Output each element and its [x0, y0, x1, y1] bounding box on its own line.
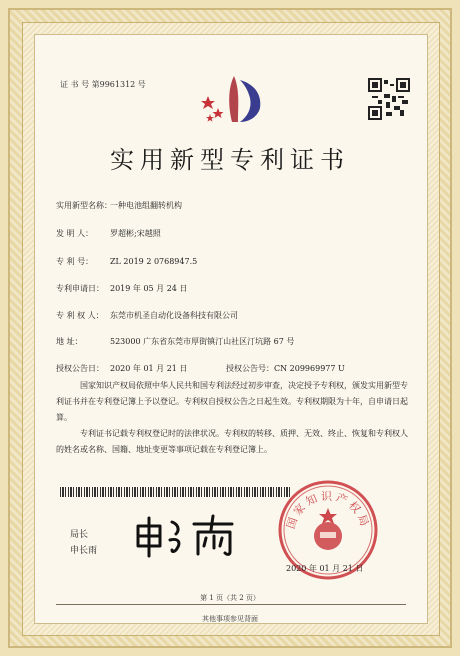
seal-date: 2020 年 01 月 21 日 — [286, 564, 364, 573]
field-label: 地 址： — [56, 337, 83, 346]
field-value: 2019 年 05 月 24 日 — [110, 284, 188, 293]
field-label: 授权公告号： — [226, 364, 274, 373]
field-value: CN 209969977 U — [274, 364, 345, 373]
field-application-date — [56, 283, 187, 294]
official-title: 局长 — [70, 530, 89, 540]
field-label: 实用新型名称： — [56, 201, 112, 210]
field-address — [56, 336, 294, 347]
field-label: 专 利 权 人： — [56, 311, 104, 320]
field-inventors — [56, 228, 161, 239]
barcode-icon — [60, 487, 290, 497]
patent-office-emblem-icon — [198, 72, 274, 128]
page-number: 第 1 页（共 2 页） — [200, 594, 260, 602]
field-patentee — [56, 310, 238, 321]
field-value: ZL 2019 2 0768947.5 — [110, 257, 198, 266]
field-patent-number — [56, 256, 197, 267]
field-value: 东莞市机圣自动化设备科技有限公司 — [110, 311, 238, 320]
handwritten-signature — [132, 512, 242, 560]
certificate-title: 实用新型专利证书 — [110, 146, 350, 174]
statement-paragraph-2: 专利证书记载专利权登记时的法律状况。专利权的转移、质押、无效、终止、恢复和专利权人的姓名或名称、国籍、地址变更等事项记载在专利登记簿上。 — [56, 429, 408, 454]
field-grant-date — [56, 363, 187, 374]
qr-code-icon — [368, 78, 410, 120]
footer-note: 其他事项参见背面 — [202, 615, 258, 623]
field-grant-number — [226, 363, 345, 374]
field-label: 发 明 人： — [56, 229, 94, 238]
field-label: 专利申请日： — [56, 284, 104, 293]
field-label: 专 利 号： — [56, 257, 94, 266]
seal-text: 国家知识产权局 — [284, 490, 372, 531]
certificate-number: 证 书 号 第9961312 号 — [60, 80, 146, 89]
field-utility-model-name — [56, 200, 182, 211]
field-label: 授权公告日： — [56, 364, 104, 373]
official-name: 申长雨 — [70, 546, 98, 556]
field-value: 523000 广东省东莞市厚街镇汀山社区汀坑路 67 号 — [110, 337, 295, 346]
divider — [56, 604, 406, 605]
field-value: 罗超彬;宋越照 — [110, 229, 161, 238]
statement-paragraph-1: 国家知识产权局依照中华人民共和国专利法经过初步审查，决定授予专利权，颁发实用新型专利证书并在专利登记簿上予以登记。专利权自授权公告之日起生效。专利权期限为十年，自申请日起算。 — [56, 381, 408, 422]
field-value: 一种电池组翻转机构 — [110, 201, 182, 210]
field-value: 2020 年 01 月 21 日 — [110, 364, 188, 373]
